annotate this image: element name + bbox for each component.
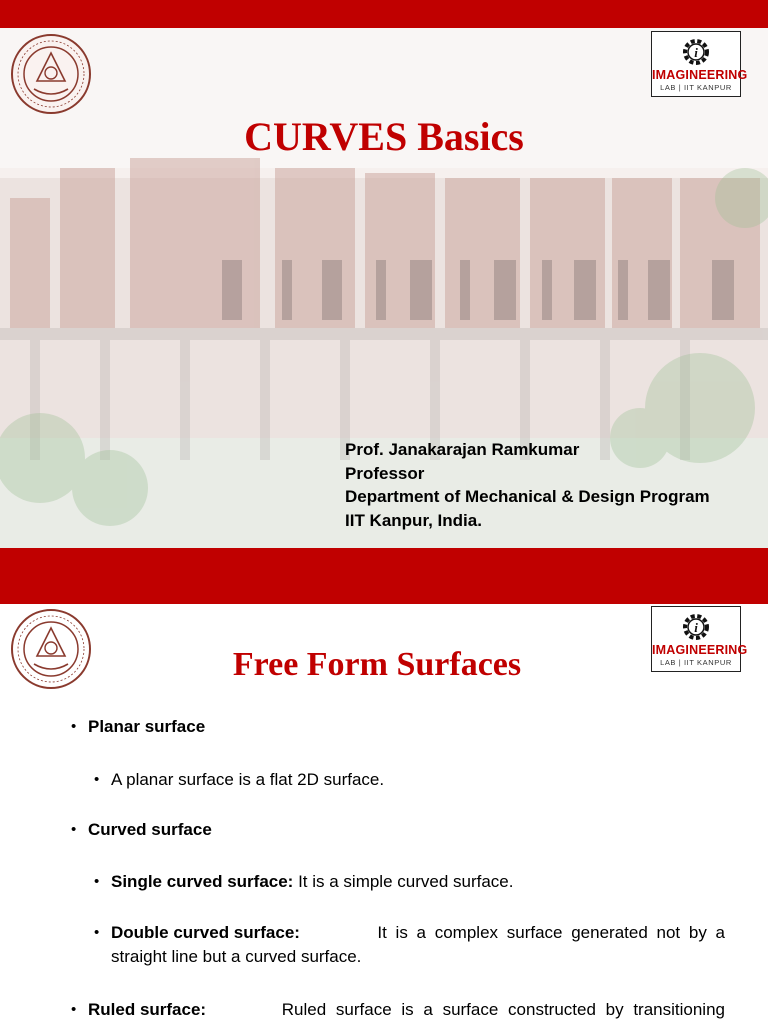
logo-name: IMAGINEERING — [652, 643, 748, 657]
bullet-dot: • — [71, 718, 77, 735]
gear-info-icon — [680, 611, 712, 643]
author-institution: IIT Kanpur, India. — [345, 510, 482, 530]
bullet-label: Ruled surface: — [88, 1000, 207, 1019]
svg-text:i: i — [694, 45, 698, 60]
bullet-planar-surface — [71, 715, 206, 739]
bullet-dot: • — [94, 873, 100, 890]
author-department: Department of Mechanical & Design Program — [345, 487, 710, 506]
bullet-text: It is a complex surface generated not by a — [377, 923, 725, 942]
logo-subtitle: LAB | IIT KANPUR — [660, 658, 732, 667]
bullet-label: Curved surface — [88, 820, 212, 839]
svg-text:i: i — [694, 620, 698, 635]
bullet-text-continued: straight line but a curved surface. — [111, 947, 362, 966]
logo-name: IMAGINEERING — [652, 68, 748, 82]
bullet-dot: • — [71, 1001, 77, 1018]
author-position: Professor — [345, 463, 425, 483]
bullet-label: Planar surface — [88, 717, 206, 736]
bullet-double-curved-surface — [94, 921, 725, 969]
content-slide — [0, 604, 768, 1024]
top-red-bar — [0, 0, 768, 28]
bullet-planar-description — [94, 768, 385, 792]
bullet-curved-surface — [71, 818, 212, 842]
gear-info-icon — [680, 36, 712, 68]
bottom-red-bar — [0, 548, 768, 604]
bullet-dot: • — [71, 821, 77, 838]
bullet-label: Single curved surface: — [111, 872, 294, 891]
bullet-label: Double curved surface: — [111, 923, 300, 942]
author-block — [345, 438, 710, 532]
bullet-dot: • — [94, 771, 100, 788]
author-name: Prof. Janakarajan Ramkumar — [345, 440, 580, 459]
iit-kanpur-seal-icon — [10, 33, 92, 115]
bullet-single-curved-surface — [94, 870, 514, 894]
slide-title: CURVES Basics — [244, 114, 524, 159]
imagineering-logo — [651, 31, 748, 97]
slide-title: Free Form Surfaces — [232, 646, 522, 683]
bullet-ruled-surface — [71, 998, 725, 1022]
bullet-text: It is a simple curved surface. — [293, 872, 514, 891]
bullet-dot: • — [94, 924, 100, 941]
bullet-text: Ruled surface is a surface constructed by transitioning — [281, 1000, 725, 1019]
logo-subtitle: LAB | IIT KANPUR — [660, 83, 732, 92]
bullet-text: A planar surface is a flat 2D surface. — [111, 770, 385, 789]
